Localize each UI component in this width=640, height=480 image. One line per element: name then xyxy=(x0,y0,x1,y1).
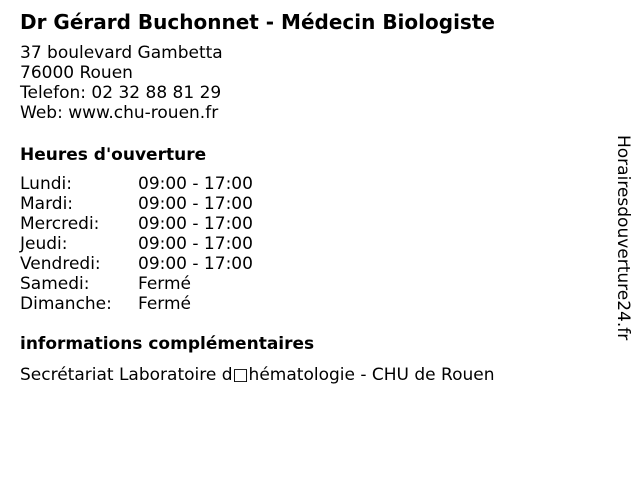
day-label: Mercredi: xyxy=(20,214,100,234)
additional-info-heading: informations complémentaires xyxy=(20,334,315,354)
page-title: Dr Gérard Buchonnet - Médecin Biologiste xyxy=(20,10,495,34)
day-label: Mardi: xyxy=(20,194,74,214)
hours-value: 09:00 - 17:00 xyxy=(138,194,253,214)
hours-value: 09:00 - 17:00 xyxy=(138,214,253,234)
address-city: 76000 Rouen xyxy=(20,63,133,83)
day-label: Dimanche: xyxy=(20,294,112,314)
day-label: Lundi: xyxy=(20,174,72,194)
additional-info-text: Secrétariat Laboratoire d□hématologie - CHU de Rouen xyxy=(20,365,495,385)
hours-value: 09:00 - 17:00 xyxy=(138,254,253,274)
day-label: Samedi: xyxy=(20,274,90,294)
site-watermark: Horairesdouverture24.fr xyxy=(613,135,633,341)
phone-number: Telefon: 02 32 88 81 29 xyxy=(20,83,222,103)
hours-value: Fermé xyxy=(138,294,192,314)
website: Web: www.chu-rouen.fr xyxy=(20,103,219,123)
address-block xyxy=(20,43,223,123)
opening-hours-heading: Heures d'ouverture xyxy=(20,145,207,165)
hours-value: Fermé xyxy=(138,274,192,294)
address-street: 37 boulevard Gambetta xyxy=(20,43,223,63)
hours-value: 09:00 - 17:00 xyxy=(138,234,253,254)
day-label: Jeudi: xyxy=(20,234,68,254)
day-label: Vendredi: xyxy=(20,254,101,274)
hours-value: 09:00 - 17:00 xyxy=(138,174,253,194)
